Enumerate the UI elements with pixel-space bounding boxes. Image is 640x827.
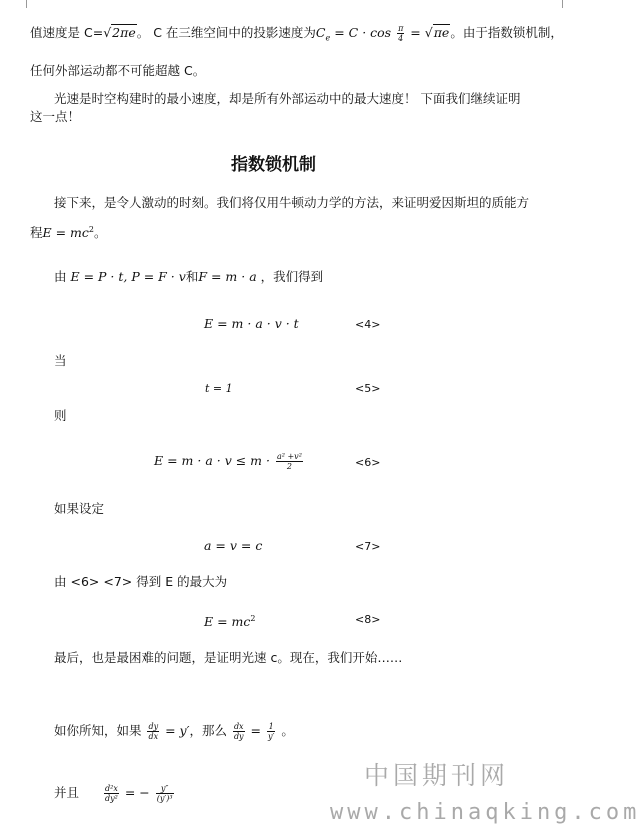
frac-num: dx — [233, 722, 244, 731]
equation-5-number: <5> — [355, 382, 381, 395]
text: 。 — [277, 723, 294, 738]
paragraph-8: 由 <6> <7> 得到 E 的最大为 — [54, 574, 228, 589]
paragraph-5: 当 — [54, 353, 67, 368]
equation-4: E = m · a · v · t — [204, 316, 299, 331]
equation-6-number: <6> — [355, 456, 381, 469]
paragraph-9: 最后，也是最困难的问题，是证明光速 c。现在，我们开始…… — [54, 650, 403, 665]
text: ，那么 — [189, 723, 231, 738]
paragraph-1-line-2: 任何外部运动都不可能超越 C。 — [30, 63, 206, 78]
paragraph-3-line-2 — [30, 222, 107, 241]
math: = — [406, 25, 425, 40]
text: 和 — [185, 269, 199, 284]
math: = C · cos — [330, 25, 396, 40]
math: = − — [120, 785, 154, 800]
equation-7: a = v = c — [204, 538, 263, 553]
math: E = mc — [204, 614, 251, 630]
paragraph-11 — [54, 784, 176, 803]
frac-den: 4 — [398, 34, 404, 43]
math-fraction — [156, 784, 174, 803]
frac-num: π — [398, 24, 404, 33]
frac-num: dy — [148, 722, 159, 731]
section-heading: 指数锁机制 — [231, 155, 316, 175]
equation-6 — [154, 452, 305, 471]
math: E = m · a · v ≤ m · — [154, 453, 274, 468]
math: = — [246, 723, 265, 738]
text: 并且 — [54, 785, 80, 800]
frac-den: dy² — [105, 794, 118, 803]
paragraph-1-line-1: 值速度是 C=√2πe。 C 在三维空间中的投影速度为$C_e = C \cdot \cos$ $\frac{\pi}{4}$ = √πe。由于指数锁机制， — [30, 24, 563, 43]
crop-mark-left — [26, 0, 27, 8]
frac-den: dx — [148, 732, 159, 741]
frac-num: a² +v² — [276, 452, 302, 461]
frac-den: y′ — [268, 732, 275, 741]
math-fraction — [147, 722, 159, 741]
paragraph-7: 如果设定 — [54, 501, 105, 516]
crop-mark-right — [562, 0, 563, 8]
text: 由 — [54, 269, 71, 284]
math-var: C — [315, 25, 326, 40]
paragraph-2-line-1: 光速是时空构建时的最小速度，却是所有外部运动中的最大速度！ 下面我们继续证明 — [54, 91, 521, 106]
math-fraction — [104, 784, 119, 803]
paragraph-10 — [54, 722, 294, 741]
paragraph-6: 则 — [54, 408, 67, 423]
math-equation: F = m · a — [198, 269, 257, 284]
math-fraction — [397, 24, 404, 43]
text: 。 — [94, 225, 107, 241]
frac-den: 2 — [286, 462, 292, 471]
math-fraction — [233, 722, 245, 741]
equation-7-number: <7> — [355, 540, 381, 553]
paragraph-3-line-1: 接下来，是令人激动的时刻。我们将仅用牛顿动力学的方法，来证明爱因斯坦的质能方 — [54, 195, 530, 210]
math-sqrt: πe — [433, 25, 450, 40]
math-fraction — [267, 722, 275, 741]
frac-num: y″ — [156, 784, 174, 794]
text: ，我们得到 — [256, 269, 324, 284]
math-fraction — [276, 452, 303, 471]
text: 。 C 在三维空间中的投影速度为 — [136, 25, 316, 40]
equation-4-number: <4> — [355, 318, 381, 331]
math-equation: E = mc — [42, 225, 89, 241]
math-sqrt: 2πe — [112, 25, 136, 40]
math-sub: e — [325, 33, 331, 43]
text: 程 — [30, 225, 43, 241]
paragraph-4 — [54, 269, 323, 285]
frac-num: 1 — [268, 722, 274, 731]
equation-5: t = 1 — [205, 382, 233, 395]
text: 如你所知，如果 — [54, 723, 146, 738]
text: 。由于指数锁机制， — [450, 25, 563, 40]
frac-den: (y′)³ — [156, 794, 173, 803]
text: 值速度是 C= — [30, 25, 104, 40]
math-sup: 2 — [88, 225, 95, 234]
math-equation: E = P · t, P = F · v — [70, 269, 186, 284]
watermark-chinese: 中国期刊网 — [364, 761, 510, 790]
frac-den: dy — [233, 732, 244, 741]
equation-8 — [204, 611, 256, 630]
equation-8-number: <8> — [355, 613, 381, 626]
frac-num: d²x — [105, 784, 118, 793]
math: = y′ — [161, 723, 190, 738]
watermark-url: www.chinaqking.com — [330, 800, 640, 825]
paragraph-2-line-2: 这一点！ — [30, 109, 81, 124]
math-sup: 2 — [250, 614, 256, 623]
